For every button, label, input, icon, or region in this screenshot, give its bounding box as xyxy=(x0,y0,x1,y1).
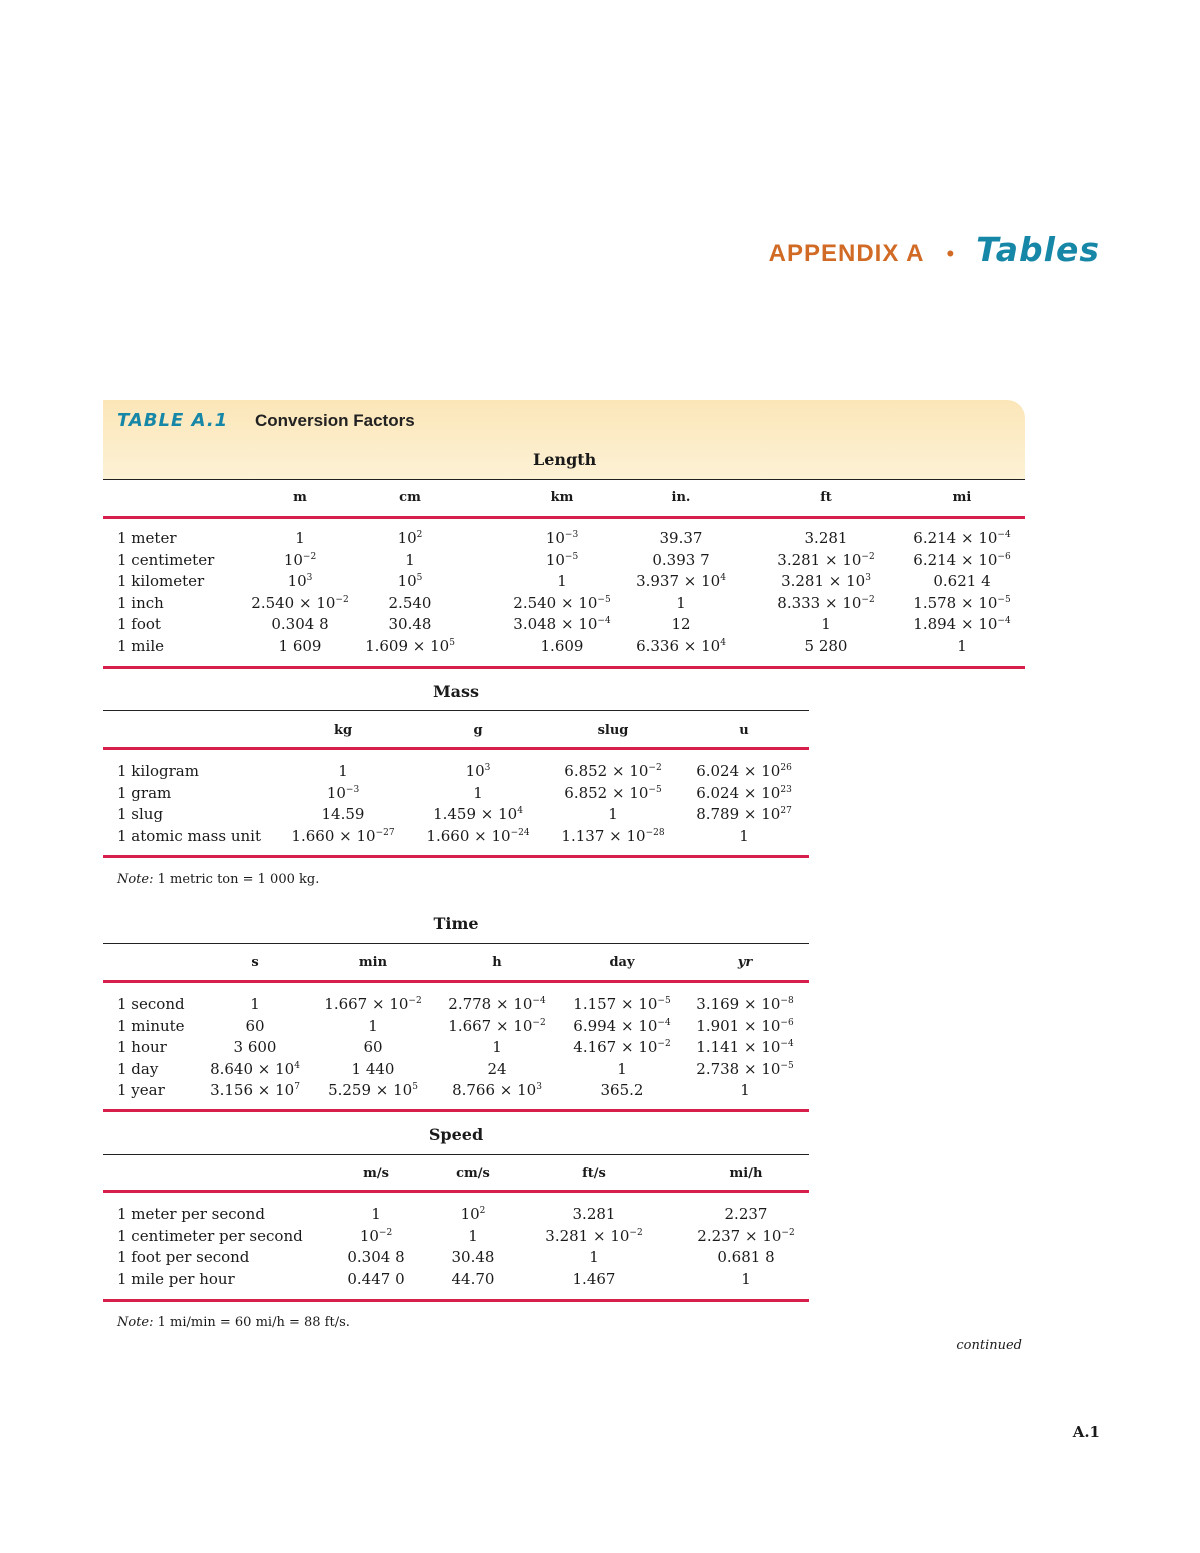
time-row-label: 1 day xyxy=(117,1059,159,1078)
bullet: • xyxy=(946,241,955,266)
time-table-cell: $3.156 \times 10^7$ xyxy=(210,1081,300,1100)
time-table-cell: $2.778 \times 10^{-4}$ xyxy=(448,995,546,1013)
mass-table-cell: $1.660 \times 10^{-24}$ xyxy=(426,826,530,845)
length-table-cell: $1.609 \times 10^5$ xyxy=(365,637,455,655)
speed-header-rule xyxy=(103,1190,809,1193)
appendix-label: APPENDIX A xyxy=(768,240,925,267)
length-table-cell: $2.540 \times 10^{-5}$ xyxy=(513,593,611,612)
time-table-cell: $8.766 \times 10^3$ xyxy=(452,1081,542,1100)
length-table-cell: 5 280 xyxy=(804,637,848,655)
time-table-cell: 60 xyxy=(245,1016,265,1035)
speed-row-label: 1 foot per second xyxy=(117,1248,250,1267)
length-row-label: 1 foot xyxy=(117,615,161,634)
mass-table-cell: $1.459 \times 10^4$ xyxy=(433,805,523,824)
speed-table-cell: 0.447 0 xyxy=(347,1269,405,1288)
time-table-cell: $1.667 \times 10^{-2}$ xyxy=(324,995,422,1013)
speed-bottom-rule xyxy=(103,1299,809,1302)
speed-table-cell: $10^{-2}$ xyxy=(359,1226,393,1245)
length-column-header: mi xyxy=(952,490,972,505)
appendix-title: Tables xyxy=(976,230,1100,269)
speed-table-cell: 1.467 xyxy=(572,1269,616,1288)
speed-column-header: cm/s xyxy=(456,1166,490,1181)
appendix-header xyxy=(769,230,1100,269)
length-table-cell: 1 xyxy=(821,615,831,634)
speed-table-cell: 30.48 xyxy=(451,1248,495,1267)
length-column-header: m xyxy=(293,490,307,505)
speed-table-cell: 3.281 xyxy=(572,1205,616,1223)
time-table-cell: $6.994 \times 10^{-4}$ xyxy=(573,1016,671,1035)
mass-column-header: kg xyxy=(333,723,353,738)
time-column-header: h xyxy=(492,955,502,970)
time-table-cell: $1.157 \times 10^{-5}$ xyxy=(573,995,671,1013)
speed-row-label: 1 centimeter per second xyxy=(117,1226,303,1245)
length-row-label: 1 centimeter xyxy=(117,550,215,569)
table-label: TABLE A.1 xyxy=(117,410,229,431)
time-table-cell: $3.169 \times 10^{-8}$ xyxy=(696,995,794,1013)
time-row-label: 1 year xyxy=(117,1081,165,1100)
mass-table-cell: $6.852 \times 10^{-5}$ xyxy=(564,783,662,802)
time-table-cell: 24 xyxy=(487,1059,507,1078)
time-table-cell: 3 600 xyxy=(233,1038,277,1057)
length-column-header: in. xyxy=(671,490,691,505)
length-column-header: cm xyxy=(399,490,421,505)
time-table-cell: 1 xyxy=(368,1016,378,1035)
speed-note xyxy=(117,1315,350,1330)
mass-table-cell: 1 xyxy=(608,805,618,824)
mass-header-rule xyxy=(103,747,809,750)
speed-table-cell: 1 xyxy=(589,1248,599,1267)
table-title: Conversion Factors xyxy=(255,411,415,430)
speed-section-title: Speed xyxy=(428,1125,484,1144)
time-table-cell: 60 xyxy=(363,1038,383,1057)
length-table-cell: 3.281 xyxy=(804,529,848,547)
time-table-cell: $1.141 \times 10^{-4}$ xyxy=(696,1038,794,1057)
speed-table-cell: 1 xyxy=(741,1269,751,1288)
time-section-title: Time xyxy=(433,914,479,933)
length-table-cell: 1 xyxy=(676,593,686,612)
mass-note xyxy=(117,872,319,887)
time-table-cell: $2.738 \times 10^{-5}$ xyxy=(696,1059,794,1078)
mass-table-cell: $1.137 \times 10^{-28}$ xyxy=(561,826,665,845)
length-row-label: 1 inch xyxy=(117,593,164,612)
mass-table-cell: $8.789 \times 10^{27}$ xyxy=(696,805,792,824)
time-column-header: s xyxy=(251,955,259,970)
speed-table-cell: 2.237 xyxy=(724,1205,768,1223)
length-table-cell: 12 xyxy=(671,615,691,634)
speed-row-label: 1 meter per second xyxy=(117,1205,265,1223)
speed-table-cell: 0.681 8 xyxy=(717,1248,775,1267)
length-top-rule xyxy=(103,479,1025,480)
speed-column-header: mi/h xyxy=(729,1166,763,1181)
mass-table-cell: $10^3$ xyxy=(465,762,491,780)
mass-row-label: 1 atomic mass unit xyxy=(117,826,261,845)
time-table-cell: $1.901 \times 10^{-6}$ xyxy=(696,1016,794,1035)
mass-section-title: Mass xyxy=(432,682,480,701)
length-column-header: km xyxy=(550,490,574,505)
mass-row-label: 1 slug xyxy=(117,805,164,824)
length-table-cell: 2.540 xyxy=(388,593,432,612)
time-top-rule xyxy=(103,943,809,944)
speed-table-cell: 0.304 8 xyxy=(347,1248,405,1267)
length-table-cell: $2.540 \times 10^{-2}$ xyxy=(251,593,349,612)
length-table-cell: $6.336 \times 10^4$ xyxy=(636,637,726,655)
length-row-label: 1 kilometer xyxy=(117,572,205,591)
length-row-label: 1 mile xyxy=(117,637,165,655)
mass-table-cell: $6.024 \times 10^{23}$ xyxy=(696,783,792,802)
time-table-cell: 365.2 xyxy=(600,1081,644,1100)
mass-table-cell: 1 xyxy=(739,826,749,845)
time-column-header: yr xyxy=(737,955,753,970)
length-row-label: 1 meter xyxy=(117,529,177,547)
mass-table-cell: $6.852 \times 10^{-2}$ xyxy=(564,762,662,780)
speed-table-cell: $2.237 \times 10^{-2}$ xyxy=(697,1226,795,1245)
continued-label: continued xyxy=(956,1338,1022,1353)
length-table-cell: $10^{-5}$ xyxy=(545,550,579,569)
mass-row-label: 1 kilogram xyxy=(117,762,199,780)
note-label: Note: xyxy=(117,872,154,887)
length-table-cell: 0.621 4 xyxy=(933,572,991,591)
length-table-cell: 1 xyxy=(405,550,415,569)
length-table-cell: $8.333 \times 10^{-2}$ xyxy=(777,593,875,612)
page-number: A.1 xyxy=(1072,1423,1100,1441)
length-table-cell: $1.894 \times 10^{-4}$ xyxy=(913,615,1011,634)
length-column-header: ft xyxy=(820,490,832,505)
time-header-rule xyxy=(103,980,809,983)
mass-table-cell: 1 xyxy=(473,783,483,802)
mass-row-label: 1 gram xyxy=(117,783,172,802)
speed-top-rule xyxy=(103,1154,809,1155)
mass-table-cell: $1.660 \times 10^{-27}$ xyxy=(291,826,395,845)
length-table-cell: $10^{-3}$ xyxy=(545,529,579,547)
note-text: 1 metric ton = 1 000 kg. xyxy=(153,872,320,887)
length-table-cell: $10^2$ xyxy=(397,529,423,547)
time-table-cell: 1 xyxy=(617,1059,627,1078)
length-table-cell: 1 xyxy=(557,572,567,591)
speed-table-cell: 1 xyxy=(468,1226,478,1245)
time-table-cell: 1 xyxy=(492,1038,502,1057)
time-row-label: 1 hour xyxy=(117,1038,167,1057)
length-section-title: Length xyxy=(533,450,597,469)
note-label: Note: xyxy=(117,1315,154,1330)
length-header-rule xyxy=(103,516,1025,519)
mass-column-header: slug xyxy=(597,723,629,738)
length-table-cell: 39.37 xyxy=(659,529,703,547)
time-table-cell: $8.640 \times 10^4$ xyxy=(210,1059,300,1078)
speed-column-header: ft/s xyxy=(582,1166,606,1181)
mass-column-header: g xyxy=(473,723,483,738)
length-table-cell: $1.578 \times 10^{-5}$ xyxy=(913,593,1011,612)
time-column-header: day xyxy=(609,955,635,970)
length-table-cell: $6.214 \times 10^{-6}$ xyxy=(913,550,1011,569)
length-table-cell: 1 xyxy=(957,637,967,655)
length-table-cell: $10^{-2}$ xyxy=(283,550,317,569)
length-table-cell: $10^3$ xyxy=(287,572,313,591)
mass-table-cell: 14.59 xyxy=(321,805,365,824)
length-table-cell: $3.937 \times 10^4$ xyxy=(636,572,726,591)
mass-table-cell: $10^{-3}$ xyxy=(326,783,360,802)
mass-column-header: u xyxy=(739,723,749,738)
mass-table-cell: 1 xyxy=(338,762,348,780)
length-table-cell: $3.048 \times 10^{-4}$ xyxy=(513,615,611,634)
speed-table-cell: 1 xyxy=(371,1205,381,1223)
speed-table-cell: $10^2$ xyxy=(460,1205,486,1223)
time-table-cell: $1.667 \times 10^{-2}$ xyxy=(448,1016,546,1035)
length-table-cell: 1 609 xyxy=(278,637,322,655)
time-table-cell: 1 440 xyxy=(351,1059,395,1078)
length-table-cell: 30.48 xyxy=(388,615,432,634)
time-row-label: 1 minute xyxy=(117,1016,185,1035)
time-bottom-rule xyxy=(103,1109,809,1112)
mass-bottom-rule xyxy=(103,855,809,858)
speed-table-cell: 44.70 xyxy=(451,1269,495,1288)
time-table-cell: 1 xyxy=(740,1081,750,1100)
length-bottom-rule xyxy=(103,666,1025,669)
speed-table-cell: $3.281 \times 10^{-2}$ xyxy=(545,1226,643,1245)
mass-top-rule xyxy=(103,710,809,711)
time-table-cell: $4.167 \times 10^{-2}$ xyxy=(573,1038,671,1057)
length-table-cell: 0.393 7 xyxy=(652,550,710,569)
speed-row-label: 1 mile per hour xyxy=(117,1269,235,1288)
length-table-cell: 0.304 8 xyxy=(271,615,329,634)
length-table-cell: $10^5$ xyxy=(397,572,423,591)
time-table-cell: 1 xyxy=(250,995,260,1013)
length-table-cell: 1.609 xyxy=(540,637,584,655)
time-row-label: 1 second xyxy=(117,995,185,1013)
length-table-cell: $3.281 \times 10^{-2}$ xyxy=(777,550,875,569)
length-table-cell: 1 xyxy=(295,529,305,547)
length-table-cell: $3.281 \times 10^3$ xyxy=(781,572,871,591)
speed-column-header: m/s xyxy=(363,1166,389,1181)
time-table-cell: $5.259 \times 10^5$ xyxy=(328,1081,418,1100)
note-text: 1 mi/min = 60 mi/h = 88 ft/s. xyxy=(153,1315,350,1330)
time-column-header: min xyxy=(358,955,388,970)
mass-table-cell: $6.024 \times 10^{26}$ xyxy=(696,762,792,780)
length-table-cell: $6.214 \times 10^{-4}$ xyxy=(913,529,1011,547)
